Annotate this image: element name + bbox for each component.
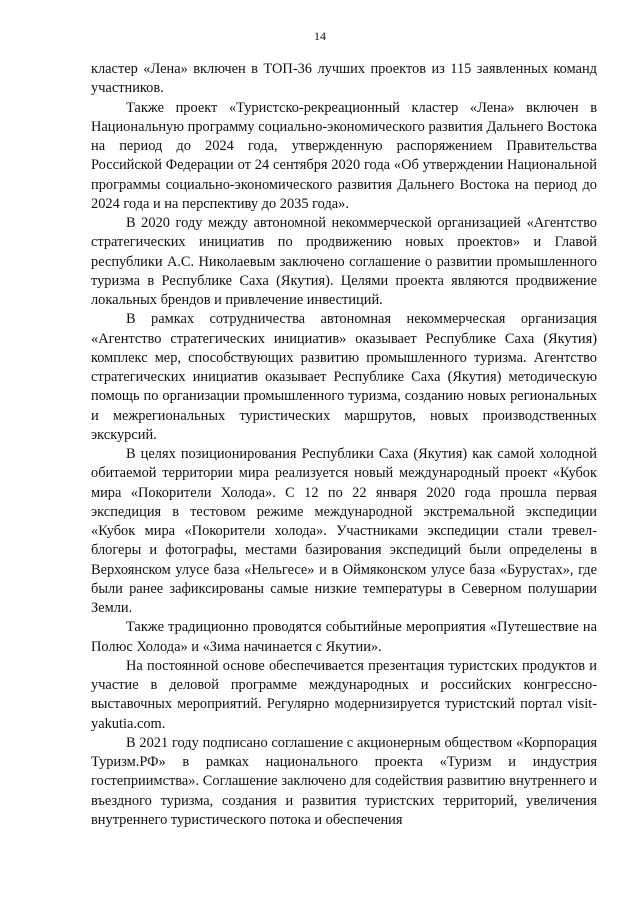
document-body — [91, 60, 597, 830]
page-number: 14 — [314, 29, 326, 43]
paragraph-1: кластер «Лена» включен в ТОП-36 лучших проектов из 115 заявленных команд участников. — [91, 61, 597, 97]
paragraph-8: В 2021 году подписано соглашение с акционерным обществом «Корпорация Туризм.РФ» в рамках национального проекта «Туризм и индустрия гостеприимства». Соглашение заключено для содействия развитию внутреннего и въездного туризма, создания и развития туристских территорий, увеличения внутреннего туристического потока и обеспечения — [91, 734, 597, 828]
paragraph-4: В рамках сотрудничества автономная некоммерческая организация «Агентство стратегических инициатив» оказывает Республике Саха (Якутия) комплекс мер, способствующих развитию промышленного туризма. Агентство стратегических инициатив оказывает Республике Саха (Якутия) методическую помощь по организации промышленного туризма, созданию новых региональных и межрегиональных туристических маршрутов, новых производственных экскурсий. — [91, 311, 597, 443]
paragraph-6: Также традиционно проводятся событийные мероприятия «Путешествие на Полюс Холода» и «Зима начинается с Якутии». — [91, 619, 597, 655]
paragraph-3: В 2020 году между автономной некоммерческой организацией «Агентство стратегических инициатив по продвижению новых проектов» и Главой республики А.С. Николаевым заключено соглашение о развитии промышленного туризма в Республике Саха (Якутия). Целями проекта являются продвижение локальных брендов и привлечение инвестиций. — [91, 215, 597, 308]
paragraph-7: На постоянной основе обеспечивается презентация туристских продуктов и участие в деловой программе международных и российских конгрессно-выставочных мероприятий. Регулярно модернизируется туристский портал visit-yakutia.com. — [91, 657, 597, 732]
paragraph-2: Также проект «Туристско-рекреационный кластер «Лена» включен в Национальную программу социально-экономического развития Дальнего Востока на период до 2024 года, утвержденную распоряжением Правительства Российской Федерации от 24 сентября 2020 года «Об утверждении Национальной программы социально-экономического развития Дальнего Востока на период до 2024 года и на перспективу до 2035 года». — [91, 99, 597, 212]
paragraph-5: В целях позиционирования Республики Саха (Якутия) как самой холодной обитаемой территории мира реализуется новый международный проект «Кубок мира «Покорители Холода». С 12 по 22 января 2020 года прошла первая экспедиция в тестовом режиме международной экстремальной экспедиции «Кубок мира «Покорители холода». Участниками экспедиции стали тревел-блогеры и фотографы, местами базирования экспедиций были определены в Верхоянском улусе база «Нельгесе» и в Оймяконском улусе база «Бурустах», где были ранее зафиксированы самые низкие температуры в Северном полушарии Земли. — [91, 446, 597, 616]
